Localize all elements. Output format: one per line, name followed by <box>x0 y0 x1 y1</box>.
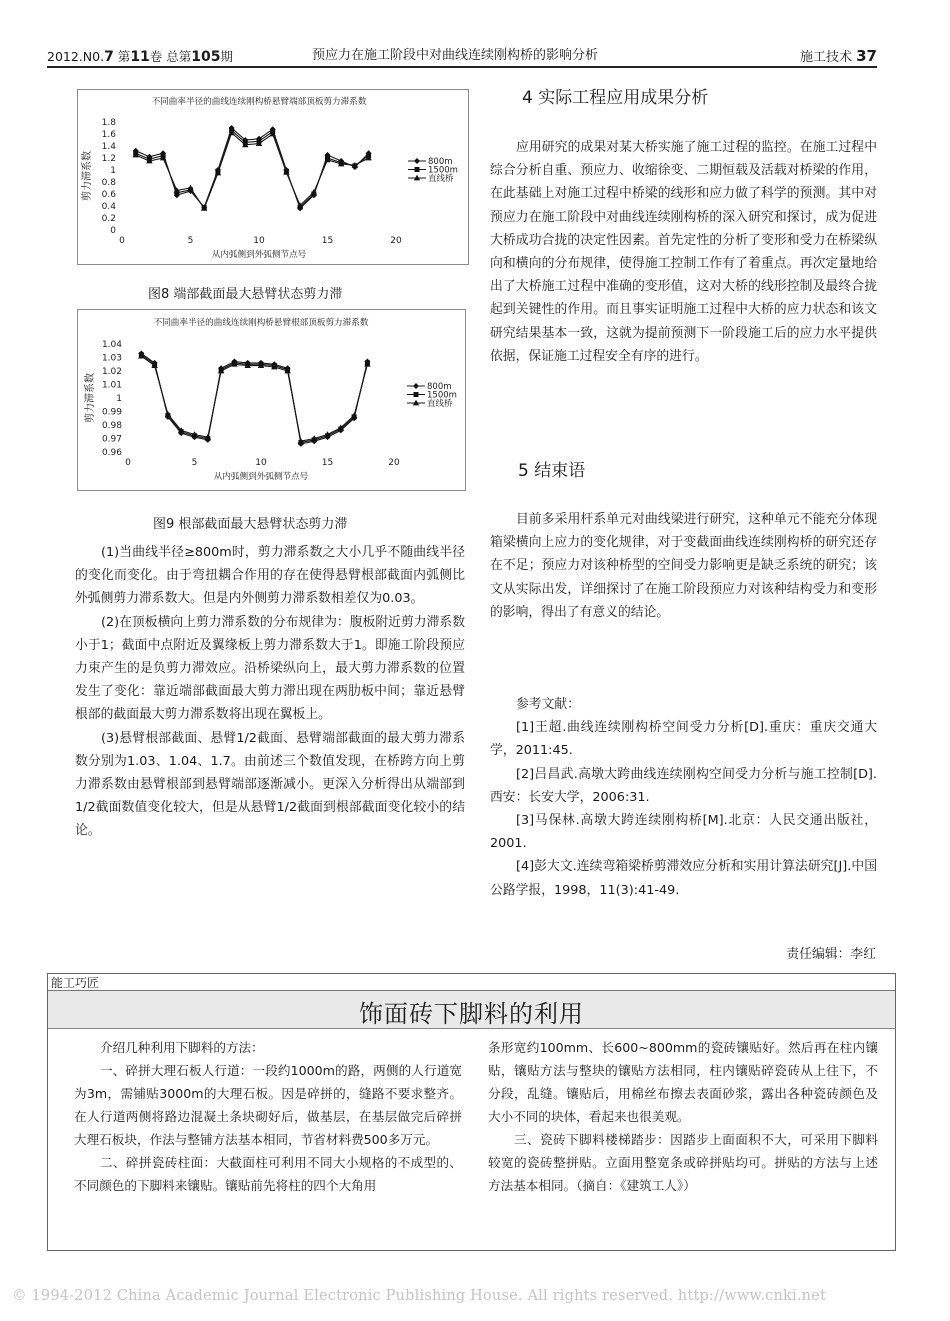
box-paragraph: 一、碎拼大理石板人行道：一段约1000m的路，两侧的人行道宽为3m，需铺贴3000m的大理石板。因是碎拼的，缝路不要求整齐。在人行道两侧将路边混凝土条块砌好后，做基层，在基层做完后碎拼大理石板块，作法与整铺方法基本相同，节省材料费500多万元。 <box>74 1063 462 1147</box>
legend-marker <box>415 167 420 172</box>
reference-item: [3]马保林.高墩大跨连续刚构桥[M].北京：人民交通出版社，2001. <box>490 813 877 852</box>
y-tick-label: 1.4 <box>101 142 116 152</box>
vol-prefix: 第 <box>117 49 131 64</box>
x-tick-label: 0 <box>119 236 125 246</box>
y-tick-label: 1 <box>116 394 122 404</box>
series-line-800m <box>141 354 367 444</box>
responsible-editor: 责任编辑：李红 <box>786 947 876 962</box>
issue-no: 7 <box>104 49 114 65</box>
legend-label: 800m <box>427 382 452 392</box>
figure8-caption: 图8 端部截面最大悬臂状态剪力滞 <box>148 287 343 302</box>
total-no: 105 <box>191 49 221 65</box>
y-tick-label: 0 <box>110 226 116 236</box>
section4-title: 4 实际工程应用成果分析 <box>522 88 709 108</box>
y-tick-label: 0.4 <box>101 202 116 212</box>
total-suffix: 期 <box>220 49 234 64</box>
reference-item: [1]王超.曲线连续刚构桥空间受力分析[D].重庆：重庆交通大学，2011:45. <box>490 720 877 759</box>
header-journal <box>800 46 877 65</box>
header-rule <box>47 66 877 68</box>
box-left-column <box>74 1036 462 1197</box>
y-axis-label: 剪力滞系数 <box>82 151 93 201</box>
x-tick-label: 15 <box>321 458 334 468</box>
header-issue <box>47 47 233 65</box>
box-right-column <box>488 1036 878 1197</box>
y-tick-label: 1.6 <box>101 130 116 140</box>
references <box>490 693 877 902</box>
x-tick-label: 0 <box>125 458 131 468</box>
y-tick-label: 0.99 <box>101 407 122 418</box>
y-tick-label: 1.02 <box>101 367 122 377</box>
x-axis-label: 从内弧侧到外弧侧节点号 <box>211 250 307 260</box>
legend-label: 1500m <box>428 165 458 176</box>
box-tag: 能工巧匠 <box>51 976 100 990</box>
legend-label: 800m <box>428 157 453 167</box>
y-tick-label: 1.01 <box>101 380 122 391</box>
y-tick-label: 0.2 <box>101 214 116 224</box>
y-axis-label: 剪力滞系数 <box>85 373 96 423</box>
references-heading: 参考文献： <box>516 697 580 712</box>
conclusion-1: (1)当曲线半径≥800m时，剪力滞系数之大小几乎不随曲线半径的变化而变化。由于弯扭耦合作用的存在使得悬臂根部截面内弧侧比外弧侧剪力滞系数大。但是内外侧剪力滞系数相差仅为0.03。 <box>75 545 465 607</box>
x-axis-label: 从内弧侧到外弧侧节点号 <box>213 472 309 482</box>
x-tick-label: 5 <box>191 458 198 468</box>
section5-paragraph: 目前多采用杆系单元对曲线梁进行研究，这种单元不能充分体现箱梁横向上应力的变化规律，对于变截面曲线连续刚构桥的研究还存在不足；预应力对该种桥型的空间受力影响更是缺乏系统的研究；该文从实际出发，详细探讨了在施工阶段预应力对该种结构受力和变形的影响，得出了有意义的结论。 <box>490 512 877 620</box>
figure8-chart <box>77 89 469 265</box>
journal-name: 施工技术 <box>799 50 852 65</box>
legend-label: 1500m <box>427 390 457 401</box>
figure9-caption: 图9 根部截面最大悬臂状态剪力滞 <box>153 517 348 532</box>
legend-marker <box>413 383 419 389</box>
chart-title: 不同曲率半径的曲线连续刚构桥悬臂端部顶板剪力滞系数 <box>151 97 367 107</box>
reference-item: [4]彭大文.连续弯箱梁桥剪滞效应分析和实用计算法研究[J].中国公路学报，1998，11(3):41-49. <box>490 859 877 898</box>
box-paragraph: 二、碎拼瓷砖柱面：大截面柱可利用不同大小规格的不成型的、不同颜色的下脚料来镶贴。镶贴前先将柱的四个大角用 <box>74 1155 462 1193</box>
reference-item: [2]吕昌武.高墩大跨曲线连续刚构空间受力分析与施工控制[D].西安：长安大学，2006:31. <box>490 766 877 805</box>
section5-body <box>490 508 877 624</box>
series-line-1500m <box>141 355 367 443</box>
legend-marker <box>414 392 419 397</box>
section4-body <box>490 136 877 368</box>
figure9-svg <box>78 310 465 490</box>
legend-label: 直线桥 <box>428 174 454 184</box>
series-line-直线桥 <box>136 133 369 209</box>
y-tick-label: 1.8 <box>101 118 116 128</box>
issue-prefix: 2012.N0. <box>47 49 105 64</box>
legend-label: 直线桥 <box>427 399 453 409</box>
series-line-1500m <box>136 130 369 207</box>
y-tick-label: 1.2 <box>101 154 116 164</box>
conclusion-2: (2)在顶板横向上剪力滞系数的分布规律为：腹板附近剪力滞系数小于1；截面中点附近及翼缘板上剪力滞系数大于1。即施工阶段预应力束产生的是负剪力滞效应。沿桥梁纵向上，最大剪力滞系数的位置发生了变化：靠近端部截面最大剪力滞出现在两肋板中间；靠近悬臂根部的截面最大剪力滞系数将出现在翼板上。 <box>75 614 465 723</box>
box-paragraph: 介绍几种利用下脚料的方法： <box>100 1040 264 1055</box>
tips-box <box>47 973 896 1251</box>
x-tick-label: 10 <box>255 458 267 468</box>
legend-marker <box>414 158 420 164</box>
left-column <box>75 541 465 843</box>
y-tick-label: 0.97 <box>101 434 122 445</box>
y-tick-label: 0.96 <box>101 448 122 458</box>
box-paragraph: 条形宽约100mm、长600~800mm的瓷砖镶贴好。然后再在柱内镶贴，镶贴方法与整块的镶贴方法相同，柱内镶贴碎瓷砖从上往下，不分段，乱缝。镶贴后，用棉丝布擦去表面砂浆，露出各种瓷砖颜色及大小不同的块体，看起来也很美观。 <box>488 1040 878 1124</box>
section5-title: 5 结束语 <box>518 461 586 481</box>
x-tick-label: 15 <box>321 236 334 246</box>
x-tick-label: 20 <box>390 236 402 246</box>
copyright-footer: © 1994-2012 China Academic Journal Electronic Publishing House. All rights reserved. http://www.cnki.net <box>12 1288 826 1304</box>
figure8-svg <box>78 90 468 264</box>
vol-suffix: 卷 总第 <box>149 49 192 64</box>
y-tick-label: 1.04 <box>101 340 122 350</box>
vol-no: 11 <box>130 49 150 65</box>
section4-paragraph: 应用研究的成果对某大桥实施了施工过程的监控。在施工过程中综合分析自重、预应力、收缩徐变、二期恒载及活载对桥梁的作用，在此基础上对施工过程中桥梁的线形和应力做了科学的预测。其中对预应力在施工阶段中对曲线连续刚构桥的深入研究和探讨，成为促进大桥成功合拢的决定性因素。首先定性的分析了变形和受力在桥梁纵向和横向的分布规律，使得施工控制工作有了着重点。再次定量地给出了大桥施工过程中准确的变形值，这对大桥的线形控制及最终合拢起到关键性的作用。而且事实证明施工过程中大桥的应力状态和该文研究结果基本一致，这就为提前预测下一阶段施工后的应力水平提供依据，保证施工过程安全有序的进行。 <box>490 140 877 364</box>
box-tag-bar <box>48 974 895 991</box>
box-title: 饰面砖下脚料的利用 <box>359 1000 584 1028</box>
y-tick-label: 1.03 <box>101 353 122 364</box>
series-line-800m <box>136 128 369 208</box>
y-tick-label: 0.6 <box>101 190 116 200</box>
y-tick-label: 1 <box>110 166 116 176</box>
x-tick-label: 10 <box>253 236 265 246</box>
running-title: 预应力在施工阶段中对曲线连续刚构桥的影响分析 <box>312 48 599 63</box>
conclusion-3: (3)悬臂根部截面、悬臂1/2截面、悬臂端部截面的最大剪力滞系数分别为1.03、1.04、1.7。由前述三个数值发现，在桥跨方向上剪力滞系数由悬臂根部到悬臂端部逐渐减小。更深入分析得出从端部到1/2截面数值变化较大，但是从悬臂1/2截面到根部截面变化较小的结论。 <box>75 730 465 839</box>
x-tick-label: 20 <box>388 458 400 468</box>
box-paragraph: 三、瓷砖下脚料楼梯踏步：因踏步上面面积不大，可采用下脚料较宽的瓷砖整拼贴。立面用整宽条或碎拼贴均可。拼贴的方法与上述方法基本相同。（摘自：《建筑工人》） <box>488 1132 878 1193</box>
y-tick-label: 0.8 <box>101 178 116 188</box>
x-tick-label: 5 <box>187 236 194 246</box>
y-tick-label: 0.98 <box>101 421 122 431</box>
figure9-chart <box>77 309 466 491</box>
chart-title: 不同曲率半径的曲线连续刚构桥悬臂根部顶板剪力滞系数 <box>153 318 369 328</box>
box-title-band <box>48 991 895 1029</box>
series-line-直线桥 <box>141 356 367 441</box>
page-number: 37 <box>856 47 877 65</box>
